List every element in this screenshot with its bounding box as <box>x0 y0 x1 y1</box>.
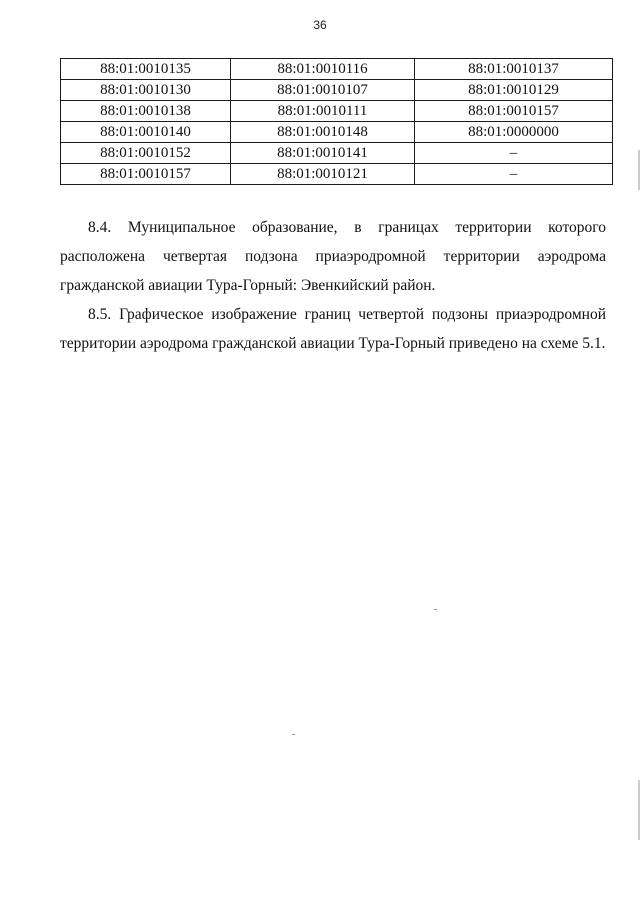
table-row <box>61 80 613 101</box>
page-number: 36 <box>313 18 327 32</box>
table-row <box>61 143 613 164</box>
table-cell: 88:01:0010121 <box>231 164 415 185</box>
table-row <box>61 59 613 80</box>
table-cell: 88:01:0010157 <box>61 164 231 185</box>
table-row <box>61 101 613 122</box>
table-cell: 88:01:0010152 <box>61 143 231 164</box>
table-cell: 88:01:0010129 <box>415 80 613 101</box>
paragraph-8-4: 8.4. Муниципальное образование, в границах территории которого расположена четвертая подзона приаэродромной территории аэродрома гражданской авиации Тура-Горный: Эвенкийский район. <box>60 219 606 294</box>
cadastral-number-table <box>60 58 613 185</box>
table-row <box>61 164 613 185</box>
table-cell: 88:01:0010130 <box>61 80 231 101</box>
table-cell: 88:01:0010107 <box>231 80 415 101</box>
table-cell: 88:01:0010138 <box>61 101 231 122</box>
paragraph-8-5: 8.5. Графическое изображение границ четвертой подзоны приаэродромной территории аэродрома гражданской авиации Тура-Горный приведено на схеме 5.1. <box>60 306 606 352</box>
table-cell: 88:01:0010116 <box>231 59 415 80</box>
scan-speck <box>292 734 295 735</box>
table-cell: 88:01:0010111 <box>231 101 415 122</box>
scan-speck <box>434 609 437 610</box>
table-cell: 88:01:0010140 <box>61 122 231 143</box>
table-cell: 88:01:0010135 <box>61 59 231 80</box>
table-cell: – <box>415 143 613 164</box>
table-cell: 88:01:0010141 <box>231 143 415 164</box>
table-cell: 88:01:0010137 <box>415 59 613 80</box>
table-cell: – <box>415 164 613 185</box>
table-cell: 88:01:0010148 <box>231 122 415 143</box>
table-cell: 88:01:0010157 <box>415 101 613 122</box>
table-cell: 88:01:0000000 <box>415 122 613 143</box>
table-row <box>61 122 613 143</box>
